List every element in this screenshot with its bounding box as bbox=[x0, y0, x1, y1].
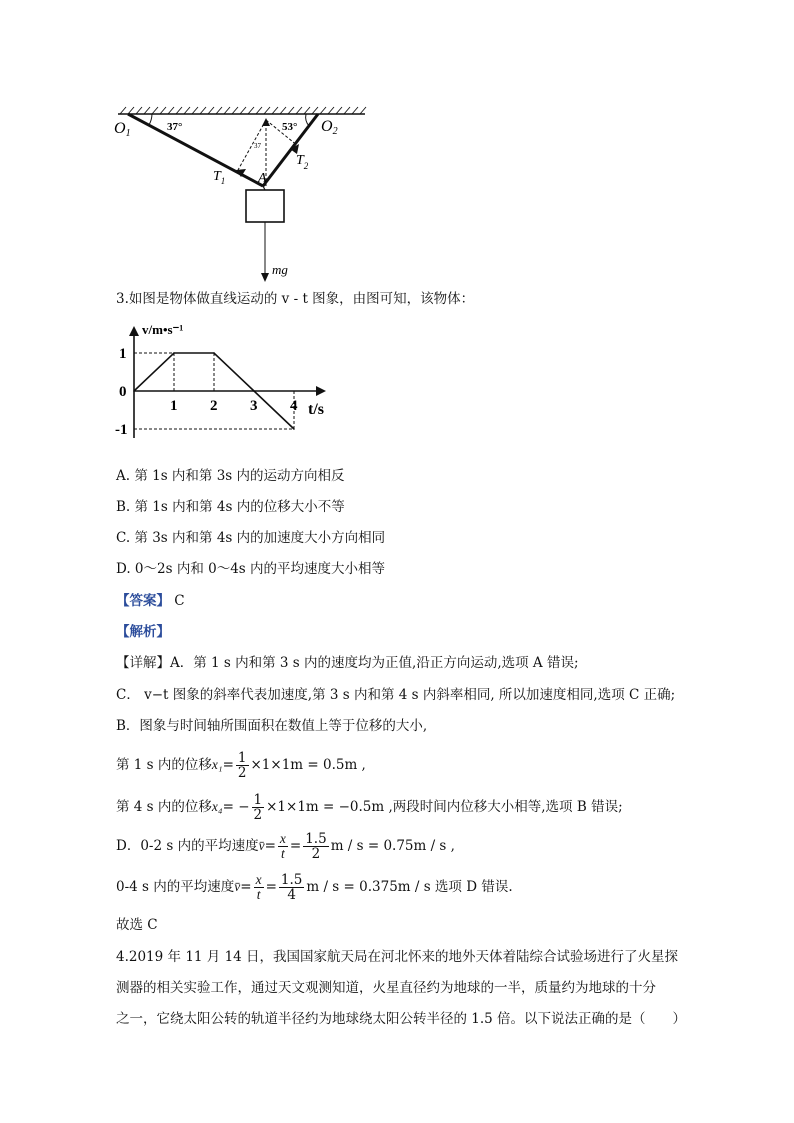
disp1-fraction: $\frac{1}{2}$ bbox=[237, 749, 247, 781]
question3-stem: 3.如图是物体做直线运动的 v - t 图象，由图可知，该物体： bbox=[116, 291, 475, 307]
y-tick-label: -1 bbox=[115, 422, 128, 438]
d2-fraction-xt: $\frac{x}{t}$ bbox=[255, 871, 262, 902]
d2-fraction-num: $\frac{1.5}{4}$ bbox=[280, 871, 303, 903]
y-axis-label: v/m•s⁻¹ bbox=[142, 322, 184, 337]
label-o2: O2 bbox=[321, 118, 338, 137]
disp4-eq: = − bbox=[222, 799, 250, 815]
x-tick-label: 2 bbox=[210, 398, 218, 414]
disp1-tail: ×1×1m = 0.5m , bbox=[250, 757, 366, 773]
detail-c: C． v−t 图象的斜率代表加速度,第 3 s 内和第 4 s 内斜率相同, 所以加速度相同,选项 C 正确; bbox=[116, 687, 676, 703]
ceiling-hatching bbox=[120, 107, 366, 114]
option-c: C. 第 3s 内和第 4s 内的加速度大小方向相同 bbox=[116, 530, 386, 546]
angle-arc-left bbox=[149, 114, 152, 125]
d1-fraction-xt: $\frac{x}{t}$ bbox=[279, 830, 286, 861]
vt-chart bbox=[112, 318, 342, 448]
question4-line1: 4.2019 年 11 月 14 日，我国国家航天局在河北怀来的地外天体着陆综合试验场进行了火星探 bbox=[116, 949, 679, 965]
disp4-tail: ×1×1m = −0.5m ,两段时间内位移大小相等,选项 B 错误; bbox=[266, 799, 623, 815]
avg-velocity-4s bbox=[116, 870, 513, 904]
hanging-block bbox=[246, 190, 284, 222]
d1-prefix: D．0-2 s 内的平均速度 bbox=[116, 838, 259, 854]
avg-velocity-2s bbox=[116, 829, 455, 863]
d2-eq: = bbox=[240, 879, 252, 895]
disp4-fraction: $\frac{1}{2}$ bbox=[253, 791, 263, 823]
x-tick-label: 4 bbox=[290, 398, 298, 414]
d1-eq: = bbox=[264, 838, 276, 854]
detail-a-line bbox=[116, 654, 579, 672]
d2-prefix: 0-4 s 内的平均速度 bbox=[116, 879, 235, 895]
d1-var: v̄ bbox=[258, 838, 265, 853]
disp4-prefix: 第 4 s 内的位移 bbox=[116, 799, 212, 815]
analysis-tag: 【解析】 bbox=[116, 624, 170, 640]
label-angle-left: 37° bbox=[167, 121, 183, 133]
x-tick-label: 3 bbox=[250, 398, 258, 414]
question4-line3: 之一，它绕太阳公转的轨道半径约为地球绕太阳公转半径的 1.5 倍。以下说法正确的是（ ） bbox=[116, 1011, 687, 1027]
answer-tag: 【答案】 bbox=[116, 593, 170, 609]
disp1-prefix: 第 1 s 内的位移 bbox=[116, 757, 212, 773]
x-axis-label: t/s bbox=[308, 401, 324, 418]
data-point bbox=[173, 352, 175, 354]
question4-line2: 测器的相关实验工作，通过天文观测知道，火星直径约为地球的一半，质量约为地球的十分 bbox=[116, 980, 656, 996]
d2-var: v̄ bbox=[234, 879, 241, 894]
force-diagram bbox=[110, 100, 380, 285]
option-b: B. 第 1s 内和第 4s 内的位移大小不等 bbox=[116, 499, 345, 515]
option-d: D. 0～2s 内和 0～4s 内的平均速度大小相等 bbox=[116, 561, 386, 577]
answer-value: C bbox=[174, 593, 185, 609]
label-point-a: A bbox=[258, 171, 267, 186]
label-o1: O1 bbox=[114, 120, 131, 139]
disp4-var: x₄ bbox=[211, 799, 223, 814]
disp1-var: x₁ bbox=[211, 757, 223, 772]
data-point bbox=[253, 390, 255, 392]
label-angle-right: 53° bbox=[282, 121, 298, 133]
d1-tail: m / s = 0.75m / s , bbox=[330, 838, 455, 854]
y-axis-arrow bbox=[129, 326, 139, 336]
option-a: A. 第 1s 内和第 3s 内的运动方向相反 bbox=[116, 468, 345, 484]
analysis-line bbox=[116, 623, 170, 641]
parallelogram-left bbox=[238, 120, 266, 170]
detail-tag: 【详解】 bbox=[116, 655, 170, 671]
conclusion: 故选 C bbox=[116, 917, 158, 933]
label-t2: $T_2$ bbox=[296, 153, 309, 171]
displacement-1 bbox=[116, 748, 366, 782]
answer-line bbox=[116, 592, 185, 610]
label-t1: $T_1$ bbox=[213, 169, 226, 186]
x-axis-arrow bbox=[316, 386, 326, 396]
gravity-arrowhead bbox=[261, 273, 269, 282]
data-point bbox=[293, 428, 295, 430]
displacement-4 bbox=[116, 790, 623, 824]
d2-eq2: = bbox=[265, 879, 277, 895]
data-point bbox=[133, 390, 135, 392]
data-point bbox=[213, 352, 215, 354]
label-mg: mg bbox=[272, 262, 288, 277]
x-tick-label: 1 bbox=[170, 398, 178, 414]
d1-eq2: = bbox=[289, 838, 302, 854]
label-angle-small: 37 bbox=[254, 142, 261, 150]
rope-left bbox=[128, 114, 263, 186]
y-tick-label: 0 bbox=[119, 384, 127, 400]
detail-b: B．图象与时间轴所围面积在数值上等于位移的大小, bbox=[116, 718, 428, 734]
d1-fraction-num: $\frac{1.5}{2}$ bbox=[305, 830, 327, 862]
d2-tail: m / s = 0.375m / s 选项 D 错误. bbox=[306, 879, 513, 895]
disp1-eq: = bbox=[222, 757, 234, 773]
detail-a: A．第 1 s 内和第 3 s 内的速度均为正值,沿正方向运动,选项 A 错误; bbox=[170, 655, 579, 671]
y-tick-label: 1 bbox=[119, 346, 127, 362]
